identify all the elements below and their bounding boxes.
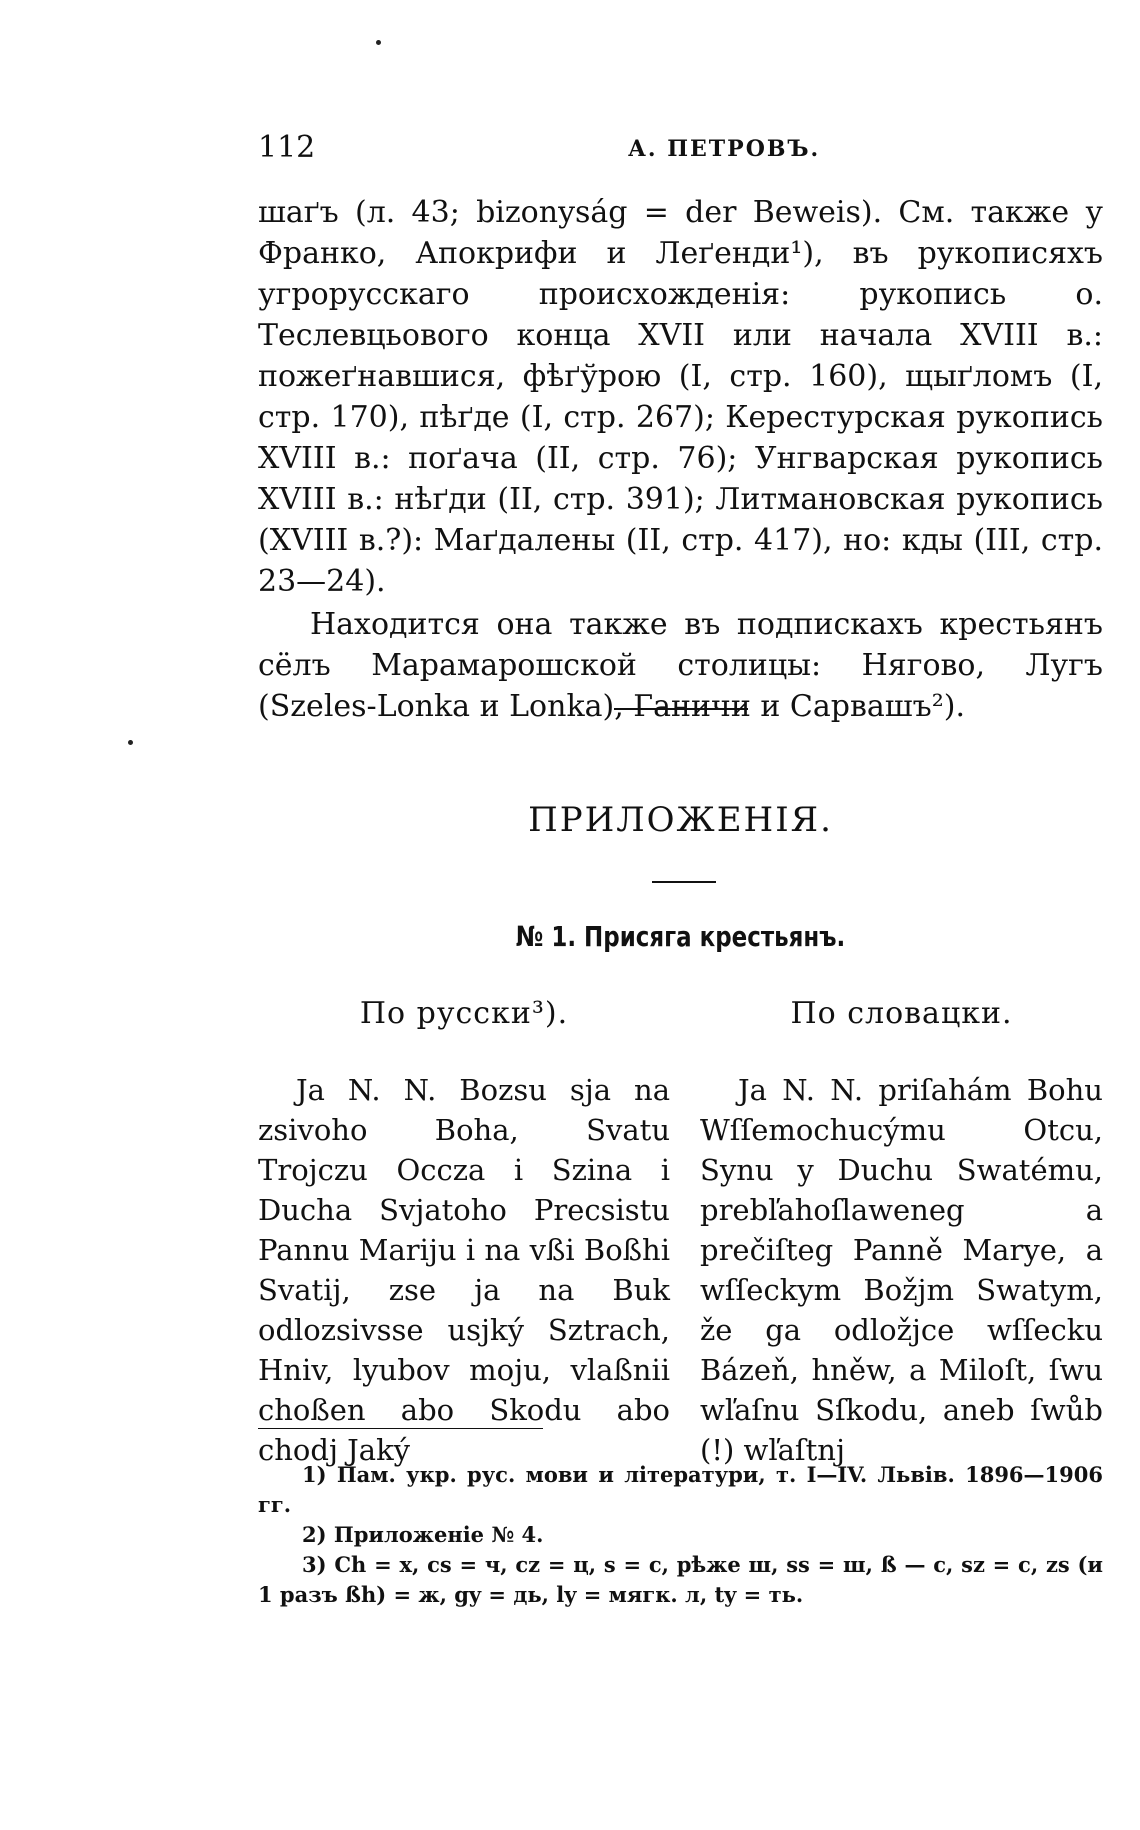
appendix-title: ПРИЛОЖЕНІЯ. xyxy=(528,800,833,840)
document-heading: № 1. Присяга крестьянъ. xyxy=(515,920,846,953)
print-speck xyxy=(376,40,381,45)
footnote: 2) Приложеніе № 4. xyxy=(302,1522,544,1547)
oath-text-russian: Ja N. N. Bozsu sja na zsivoho Boha, Svatu Trojczu Occza i Szina i Ducha Svjatoho Precsistu Pannu Mariju i na vßi Boßhi Svatij, zse ja na Buk odlozsivsse usjký Sztrach, Hniv, lyubov moju, vlaßnii choßen abo Skodu abo chodj Jaký xyxy=(258,1073,670,1467)
page-number: 112 xyxy=(258,130,316,165)
right-column xyxy=(700,1070,1103,1470)
footnotes xyxy=(258,1460,1103,1610)
title-underline xyxy=(652,881,716,883)
left-column xyxy=(258,1070,670,1470)
running-head: А. ПЕТРОВЪ. xyxy=(628,136,821,162)
right-column-heading: По словацки. xyxy=(790,996,1013,1031)
paragraph: Находится она также въ подпискахъ крестьянъ сёлъ Марамарошской столицы: Нягово, Лугъ (Szeles-Lonka и Lonka), Ганичи и Сарвашъ²). xyxy=(258,607,1103,724)
footnote: 3) Ch = x, cs = ч, cz = ц, s = c, рѣже ш, ss = ш, ß — c, sz = c, zs (и 1 разъ ßh) = ж, gy = дь, ly = мягк. л, ty = ть. xyxy=(258,1552,1103,1607)
print-speck xyxy=(128,740,133,745)
oath-text-slovak: Ja N. N. priſahám Bohu Wſſemochucýmu Otcu, Synu y Duchu Swatému, prebľahoſlaweneg a prečiſteg Panně Marye, a wſſeckym Božjm Swatym, že ga odložjce wſſecku Bázeň, hněw, a Miloſt, ſwu wľaſnu Sſkodu, aneb ſwůb (!) wľaſtnj xyxy=(700,1073,1103,1467)
paragraph: шаґъ (л. 43; bizonyság = der Beweis). См. также у Франко, Апокрифи и Леґенди¹), въ рукописяхъ угрорусскаго происхожденія: рукопись о. Теслевцьового конца XVII или начала XVIII в.: пожеґнавшися, фѣґўрою (I, стр. 160), щыґломъ (I, стр. 170), пѣґде (I, стр. 267); Керестурская рукопись XVIII в.: поґача (II, стр. 76); Унгварская рукопись XVIII в.: нѣґди (II, стр. 391); Литмановская рукопись (XVIII в.?): Маґдалены (II, стр. 417), но: кды (III, стр. 23—24). xyxy=(258,195,1103,599)
main-text xyxy=(258,192,1103,727)
page-header xyxy=(258,130,1103,170)
left-column-heading: По русски³). xyxy=(359,996,569,1031)
section-divider xyxy=(614,708,748,710)
footnote-rule xyxy=(258,1428,543,1429)
footnote: 1) Пам. укр. рус. мови и літератури, т. I—IV. Львів. 1896—1906 гг. xyxy=(258,1462,1103,1517)
